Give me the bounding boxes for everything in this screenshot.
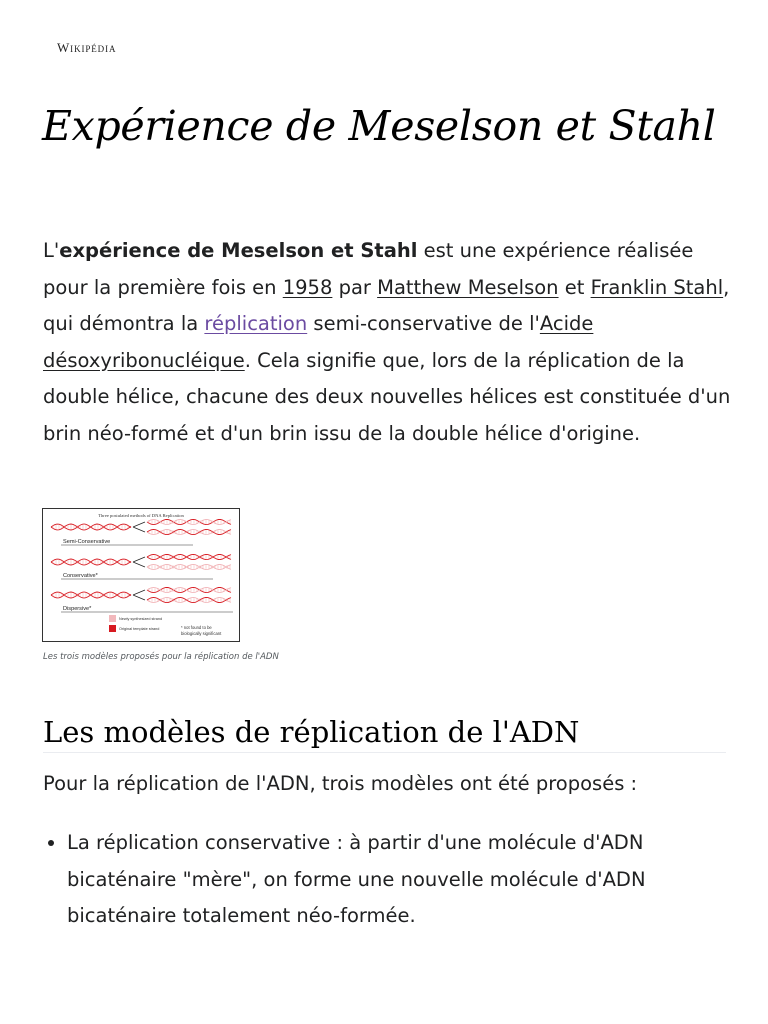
parent-helix	[51, 559, 131, 565]
dna-replication-figure[interactable]	[42, 508, 240, 642]
list-item-text: La réplication conservative : à partir d'une molécule d'ADN bicaténaire "mère", on forme une nouvelle molécule d'ADN bicaténaire totalement néo-formée.	[67, 831, 646, 927]
lead-text: . Cela signifie que, lors de la réplication de la double hélice, chacune des deux nouvelles hélices est constituée d'un brin néo-formé et d'un brin issu de la double hélice d'origine.	[43, 348, 731, 445]
daughter-helix	[147, 554, 231, 559]
lead-text: semi-conservative de l'	[307, 312, 540, 335]
lead-paragraph	[43, 233, 733, 452]
list-item	[43, 825, 733, 935]
replication-fork	[133, 557, 145, 567]
daughter-helix	[147, 587, 231, 592]
parent-helix	[51, 592, 131, 598]
wikipedia-wordmark[interactable]: Wikipédia	[57, 40, 117, 55]
link-acide-desoxyribonucleique[interactable]: Acide désoxyribonucléique	[43, 312, 594, 372]
page-title: Expérience de Meselson et Stahl	[42, 102, 716, 150]
daughter-helix	[147, 519, 231, 524]
replication-fork	[133, 590, 145, 600]
lead-text: est une expérience réalisée pour la première fois en	[43, 239, 694, 299]
link-franklin-stahl[interactable]: Franklin Stahl	[590, 275, 724, 299]
lead-text: , qui démontra la	[43, 275, 730, 335]
legend-original-label: Original template strand	[119, 627, 160, 631]
figure-title: Three postulated methods of DNA Replication	[98, 513, 184, 518]
lead-text: et	[558, 275, 591, 299]
lead-text: par	[332, 275, 378, 299]
replication-models-list	[43, 825, 733, 935]
replication-models-diagram	[43, 509, 239, 641]
daughter-helix	[147, 564, 231, 569]
link-replication[interactable]: réplication	[204, 312, 308, 335]
label-conservative: Conservative*	[63, 573, 98, 579]
section-intro: Pour la réplication de l'ADN, trois modèles ont été proposés :	[43, 772, 638, 795]
legend-swatch-original	[109, 625, 116, 632]
label-semi-conservative: Semi-Conservative	[63, 539, 111, 545]
parent-helix	[51, 524, 131, 530]
helix-group	[51, 519, 231, 602]
label-dispersive: Dispersive*	[63, 606, 92, 612]
legend-new-label: Newly synthesized strand	[119, 617, 163, 621]
lead-text: L'	[43, 239, 60, 262]
link-matthew-meselson[interactable]: Matthew Meselson	[377, 275, 559, 299]
daughter-helix	[147, 529, 231, 534]
footnote-line-1: * not found to be	[181, 625, 212, 630]
section-heading: Les modèles de réplication de l'ADN	[43, 712, 726, 753]
bullet-icon	[48, 840, 54, 846]
legend-swatch-new	[109, 615, 116, 622]
replication-fork	[133, 522, 145, 532]
lead-bold-term: expérience de Meselson et Stahl	[59, 239, 418, 262]
link-1958[interactable]: 1958	[282, 275, 333, 299]
figure-caption: Les trois modèles proposés pour la réplication de l'ADN	[43, 652, 279, 662]
daughter-helix	[147, 597, 231, 602]
footnote-line-2: biologically significant	[181, 631, 222, 636]
